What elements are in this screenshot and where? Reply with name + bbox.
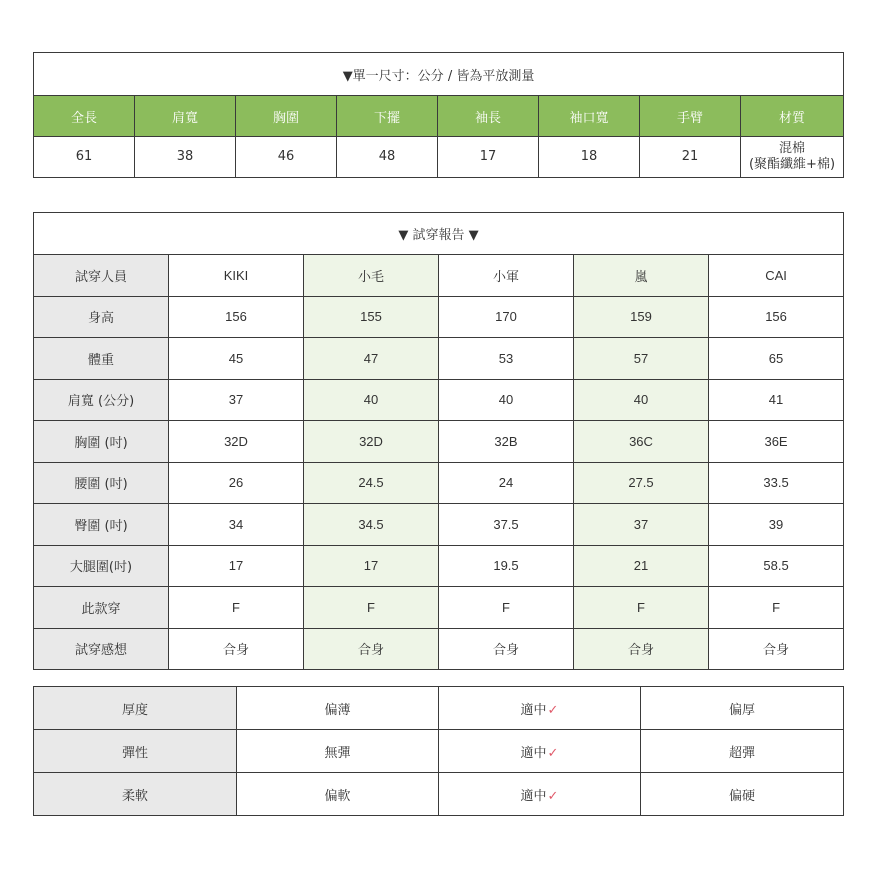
fit-row-label: 身高: [34, 296, 169, 338]
fit-cell: 合身: [439, 628, 574, 670]
fit-row: [34, 379, 844, 421]
size-value-cell: 18: [539, 137, 640, 178]
fit-cell: F: [574, 587, 709, 629]
fit-row: [34, 462, 844, 504]
property-option-label: 超彈: [728, 745, 755, 761]
size-value-cell: 38: [135, 137, 236, 178]
property-option: [439, 687, 641, 730]
property-option-label: 適中: [520, 745, 547, 761]
fit-cell: 159: [574, 296, 709, 338]
fit-cell: 45: [169, 338, 304, 380]
fit-row-label: 試穿感想: [34, 628, 169, 670]
fit-cell: 57: [574, 338, 709, 380]
size-value-cell: 61: [34, 137, 135, 178]
size-header-cell: 袖長: [438, 96, 539, 137]
fit-cell: 26: [169, 462, 304, 504]
fit-cell: 21: [574, 545, 709, 587]
fit-cell: 58.5: [709, 545, 844, 587]
fit-cell: CAI: [709, 255, 844, 297]
fit-cell: 36E: [709, 421, 844, 463]
fit-row-label: 大腿圍(吋): [34, 545, 169, 587]
check-icon: ✓: [547, 702, 559, 718]
material-composition: (聚酯纖維+棉): [748, 157, 836, 172]
property-label: 厚度: [34, 687, 237, 730]
property-option: [237, 730, 439, 773]
size-header-cell: 手臂: [640, 96, 741, 137]
property-option-label: 偏軟: [324, 788, 351, 804]
fit-cell: 41: [709, 379, 844, 421]
fit-cell: 37.5: [439, 504, 574, 546]
fit-row: [34, 545, 844, 587]
size-header-row: [34, 96, 844, 137]
material-name: 混棉: [779, 141, 806, 156]
fit-row: [34, 338, 844, 380]
property-option: [641, 773, 844, 816]
fit-row-label: 胸圍 (吋): [34, 421, 169, 463]
fit-cell: 合身: [304, 628, 439, 670]
fit-cell: 156: [169, 296, 304, 338]
fit-row-label: 臀圍 (吋): [34, 504, 169, 546]
fit-cell: F: [169, 587, 304, 629]
size-value-row: [34, 137, 844, 178]
fit-row: [34, 296, 844, 338]
size-value-cell: 21: [640, 137, 741, 178]
size-header-cell: 材質: [741, 96, 844, 137]
size-table: [33, 52, 844, 178]
fit-row-label: 肩寬 (公分): [34, 379, 169, 421]
fit-report-table: [33, 212, 844, 670]
fit-row: [34, 587, 844, 629]
fit-cell: F: [439, 587, 574, 629]
property-option: [237, 687, 439, 730]
size-value-cell: 46: [236, 137, 337, 178]
fit-cell: 37: [169, 379, 304, 421]
fit-cell: 合身: [709, 628, 844, 670]
fit-row: [34, 628, 844, 670]
fit-cell: 40: [574, 379, 709, 421]
size-header-cell: 全長: [34, 96, 135, 137]
fit-cell: 155: [304, 296, 439, 338]
fit-cell: 19.5: [439, 545, 574, 587]
fit-cell: 34: [169, 504, 304, 546]
property-option: [641, 730, 844, 773]
fit-cell: 47: [304, 338, 439, 380]
property-option: [641, 687, 844, 730]
fit-cell: 32D: [304, 421, 439, 463]
fit-row-label: 試穿人員: [34, 255, 169, 297]
fit-cell: 40: [304, 379, 439, 421]
fit-cell: F: [304, 587, 439, 629]
fit-cell: 合身: [574, 628, 709, 670]
property-row: [34, 687, 844, 730]
fit-row-label: 體重: [34, 338, 169, 380]
property-option-label: 偏薄: [324, 702, 351, 718]
property-option: [439, 773, 641, 816]
fit-row-label: 此款穿: [34, 587, 169, 629]
fit-cell: 170: [439, 296, 574, 338]
material-cell: [741, 137, 844, 178]
fit-cell: 34.5: [304, 504, 439, 546]
size-table-title: ▼單一尺寸：公分 / 皆為平放測量: [34, 53, 844, 96]
fit-row: [34, 504, 844, 546]
fit-report-title: ▼ 試穿報告 ▼: [34, 213, 844, 255]
fabric-property-table: [33, 686, 844, 816]
check-icon: ✓: [547, 745, 559, 761]
property-label: 彈性: [34, 730, 237, 773]
fit-cell: F: [709, 587, 844, 629]
fit-cell: 17: [169, 545, 304, 587]
fit-cell: 32D: [169, 421, 304, 463]
fit-cell: 合身: [169, 628, 304, 670]
size-header-cell: 下擺: [337, 96, 438, 137]
fit-cell: 156: [709, 296, 844, 338]
fit-row-label: 腰圍 (吋): [34, 462, 169, 504]
fit-cell: 24: [439, 462, 574, 504]
fit-cell: 53: [439, 338, 574, 380]
property-row: [34, 773, 844, 816]
size-header-cell: 肩寬: [135, 96, 236, 137]
fit-cell: 36C: [574, 421, 709, 463]
property-option-label: 適中: [520, 788, 547, 804]
check-icon: ✓: [547, 788, 559, 804]
property-option-label: 適中: [520, 702, 547, 718]
fit-cell: 32B: [439, 421, 574, 463]
property-option-label: 偏硬: [728, 788, 755, 804]
property-option-label: 無彈: [324, 745, 351, 761]
fit-row: [34, 255, 844, 297]
fit-cell: 小軍: [439, 255, 574, 297]
fit-cell: 17: [304, 545, 439, 587]
fit-cell: 39: [709, 504, 844, 546]
property-row: [34, 730, 844, 773]
fit-row: [34, 421, 844, 463]
fit-cell: KIKI: [169, 255, 304, 297]
fit-cell: 33.5: [709, 462, 844, 504]
size-value-cell: 17: [438, 137, 539, 178]
fit-cell: 27.5: [574, 462, 709, 504]
fit-cell: 37: [574, 504, 709, 546]
size-value-cell: 48: [337, 137, 438, 178]
property-option-label: 偏厚: [728, 702, 755, 718]
property-option: [237, 773, 439, 816]
fit-cell: 65: [709, 338, 844, 380]
property-label: 柔軟: [34, 773, 237, 816]
size-header-cell: 胸圍: [236, 96, 337, 137]
property-option: [439, 730, 641, 773]
size-header-cell: 袖口寬: [539, 96, 640, 137]
fit-cell: 40: [439, 379, 574, 421]
fit-cell: 嵐: [574, 255, 709, 297]
fit-cell: 小毛: [304, 255, 439, 297]
fit-cell: 24.5: [304, 462, 439, 504]
